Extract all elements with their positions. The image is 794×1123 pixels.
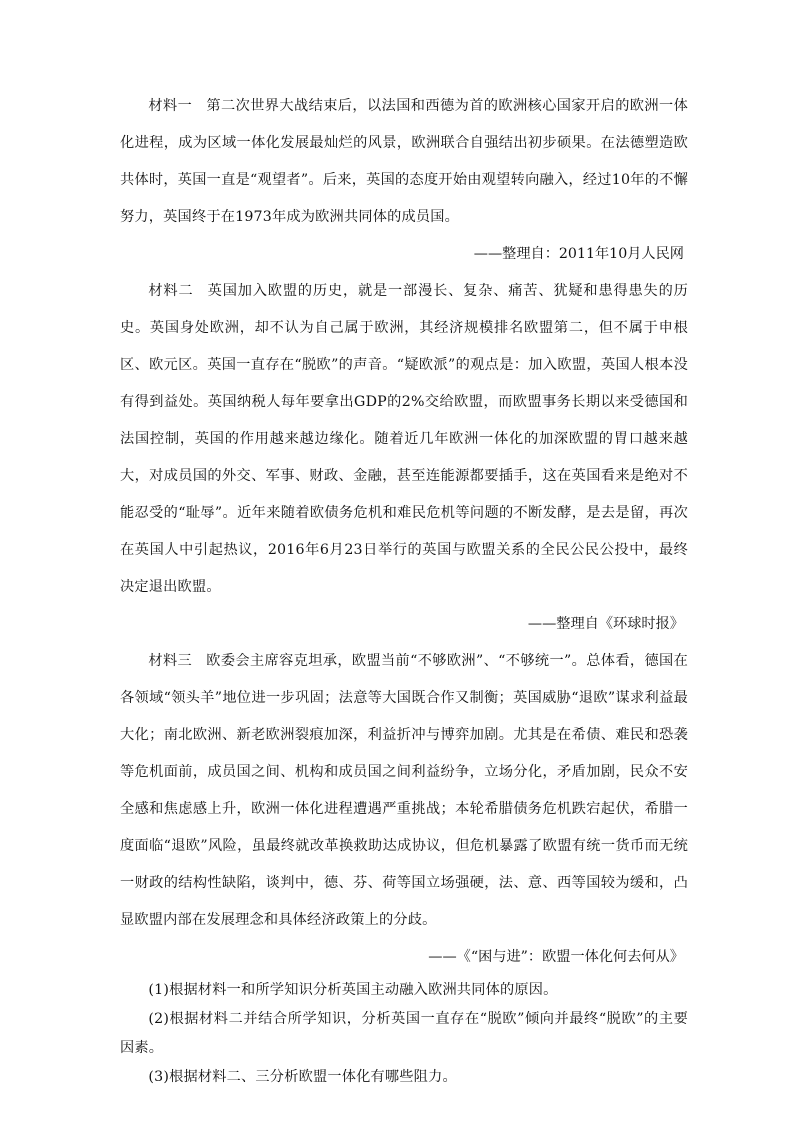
document-page [120, 88, 688, 1092]
material-2-paragraph [120, 273, 688, 606]
questions [120, 976, 688, 1092]
question-2-text: 根据材料二并结合所学知识，分析英国一直存在“脱欧”倾向并最终“脱欧”的主要因素。 [120, 1011, 688, 1056]
material-1-paragraph [120, 88, 688, 236]
material-3-paragraph [120, 643, 688, 939]
material-3-text: 欧委会主席容克坦承，欧盟当前“不够欧洲”、“不够统一”。总体看，德国在各领域“领头羊”地位进一步巩固；法意等大国既合作又制衡；英国威胁“退欧”谋求利益最大化；南北欧洲、新老欧洲裂痕加深，利益折冲与博弈加剧。尤其是在希债、难民和恐袭等危机面前，成员国之间、机构和成员国之间利益纷争，立场分化，矛盾加剧，民众不安全感和焦虑感上升，欧洲一体化进程遭遇严重挑战；本轮希腊债务危机跌宕起伏，希腊一度面临“退欧”风险，虽最终就改革换救助达成协议，但危机暴露了欧盟有统一货币而无统一财政的结构性缺陷，谈判中，德、芬、荷等国立场强硬，法、意、西等国较为缓和，凸显欧盟内部在发展理念和具体经济政策上的分歧。 [120, 653, 688, 928]
material-3-source: ——《“困与进”：欧盟一体化何去何从》 [428, 949, 684, 965]
material-3 [120, 643, 688, 976]
question-3-number: (3) [148, 1069, 170, 1085]
material-1 [120, 88, 688, 273]
question-1-number: (1) [148, 982, 170, 998]
question-2 [120, 1005, 688, 1063]
material-2-text: 英国加入欧盟的历史，就是一部漫长、复杂、痛苦、犹疑和患得患失的历史。英国身处欧洲，却不认为自己属于欧洲，其经济规模排名欧盟第二，但不属于申根区、欧元区。英国一直存在“脱欧”的声音。“疑欧派”的观点是：加入欧盟，英国人根本没有得到益处。英国纳税人每年要拿出GDP的2%交给欧盟，而欧盟事务长期以来受德国和法国控制，英国的作用越来越边缘化。随着近几年欧洲一体化的加深欧盟的胃口越来越大，对成员国的外交、军事、财政、金融，甚至连能源都要插手，这在英国看来是绝对不能忍受的“耻辱”。近年来随着欧债务危机和难民危机等问题的不断发酵，是去是留，再次在英国人中引起热议，2016年6月23日举行的英国与欧盟关系的全民公民公投中，最终决定退出欧盟。 [120, 283, 688, 595]
question-3-text: 根据材料二、三分析欧盟一体化有哪些阻力。 [169, 1069, 457, 1085]
material-1-source: ——整理自：2011年10月人民网 [473, 246, 684, 262]
question-2-number: (2) [148, 1011, 170, 1027]
material-1-label: 材料一 [148, 98, 193, 114]
question-1 [120, 976, 688, 1005]
material-2-label: 材料二 [148, 283, 194, 299]
material-2-source: ——整理自《环球时报》 [527, 616, 684, 632]
question-3 [120, 1063, 688, 1092]
material-2 [120, 273, 688, 643]
question-1-text: 根据材料一和所学知识分析英国主动融入欧洲共同体的原因。 [169, 982, 558, 998]
material-1-text: 第二次世界大战结束后，以法国和西德为首的欧洲核心国家开启的欧洲一体化进程，成为区域一体化发展最灿烂的风景，欧洲联合自强结出初步硕果。在法德塑造欧共体时，英国一直是“观望者”。后来，英国的态度开始由观望转向融入，经过10年的不懈努力，英国终于在1973年成为欧洲共同体的成员国。 [120, 98, 688, 225]
material-3-label: 材料三 [148, 653, 193, 669]
